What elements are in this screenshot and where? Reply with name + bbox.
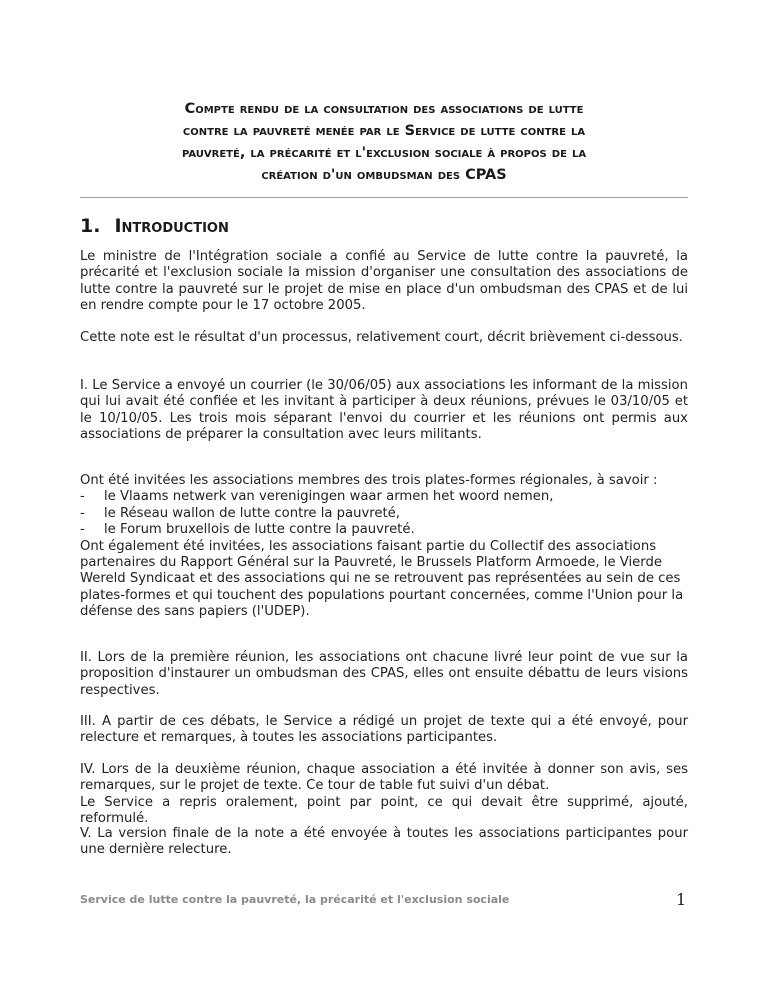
section-title: Introduction (114, 215, 229, 237)
document-title (80, 98, 688, 186)
step-4-text: IV. Lors de la deuxième réunion, chaque association a été invitée à donner son avis, ses remarques, sur le projet de texte. Ce tour de table fut suivi d'un débat. (80, 762, 688, 794)
section-number: 1. (80, 215, 101, 237)
paragraph-step-5: V. La version finale de la note a été envoyée à toutes les associations participantes pour une dernière relecture. (80, 826, 688, 858)
step-4-followup: Le Service a repris oralement, point par point, ce qui devait être supprimé, ajouté, reformulé. (80, 794, 688, 827)
section-heading (80, 214, 229, 238)
title-line-4: création d'un ombudsman des CPAS (261, 167, 507, 183)
title-line-3: pauvreté, la précarité et l'exclusion sociale à propos de la (181, 145, 587, 161)
title-line-2: contre la pauvreté menée par le Service de lutte contre la (182, 123, 586, 139)
page-number: 1 (676, 890, 687, 909)
title-line-1: Compte rendu de la consultation des associations de lutte (184, 101, 584, 117)
list-item: - le Réseau wallon de lutte contre la pauvreté, (80, 505, 400, 521)
paragraph-intro: Le ministre de l'Intégration sociale a confié au Service de lutte contre la pauvreté, la précarité et l'exclusion sociale la mission d'organiser une consultation des associations de lutte contre la pauvreté sur le projet de mise en place d'un ombudsman des CPAS et de lui en rendre compte pour le 17 octobre 2005. (80, 249, 688, 314)
paragraph-step-1: I. Le Service a envoyé un courrier (le 30/06/05) aux associations les informant de la mission qui lui avait été confiée et les invitant à participer à deux réunions, prévues le 03/10/05 et le 10/10/05. Les trois mois séparant l'envoi du courrier et les réunions ont permis aux associations de préparer la consultation avec leurs militants. (80, 378, 688, 443)
paragraph-invited (80, 473, 688, 621)
title-divider (80, 197, 688, 198)
paragraph-step-4 (80, 762, 688, 828)
paragraph-step-2: II. Lors de la première réunion, les associations ont chacune livré leur point de vue sur la proposition d'instaurer un ombudsman des CPAS, elles ont ensuite débattu de leurs visions respectives. (80, 650, 688, 698)
paragraph-step-3: III. A partir de ces débats, le Service a rédigé un projet de texte qui a été envoyé, pour relecture et remarques, à toutes les associations participantes. (80, 714, 688, 746)
list-item: - le Vlaams netwerk van verenigingen waar armen het woord nemen, (80, 489, 554, 505)
page-footer: Service de lutte contre la pauvreté, la précarité et l'exclusion sociale (80, 893, 510, 906)
list-item: - le Forum bruxellois de lutte contre la pauvreté. (80, 522, 415, 538)
invited-intro: Ont été invitées les associations membres des trois plates-formes régionales, à savoir : (80, 473, 658, 488)
paragraph-process: Cette note est le résultat d'un processus, relativement court, décrit brièvement ci-dessous. (80, 330, 683, 345)
invited-others: Ont également été invitées, les associations faisant partie du Collectif des associations partenaires du Rapport Général sur la Pauvreté, le Brussels Platform Armoede, le Vierde Wereld Syndicaat et des associations qui ne se retrouvent pas représentées au sein de ces plates-formes et qui touchent des populations pourtant concernées, comme l'Union pour la défense des sans papiers (l'UDEP). (80, 538, 684, 620)
